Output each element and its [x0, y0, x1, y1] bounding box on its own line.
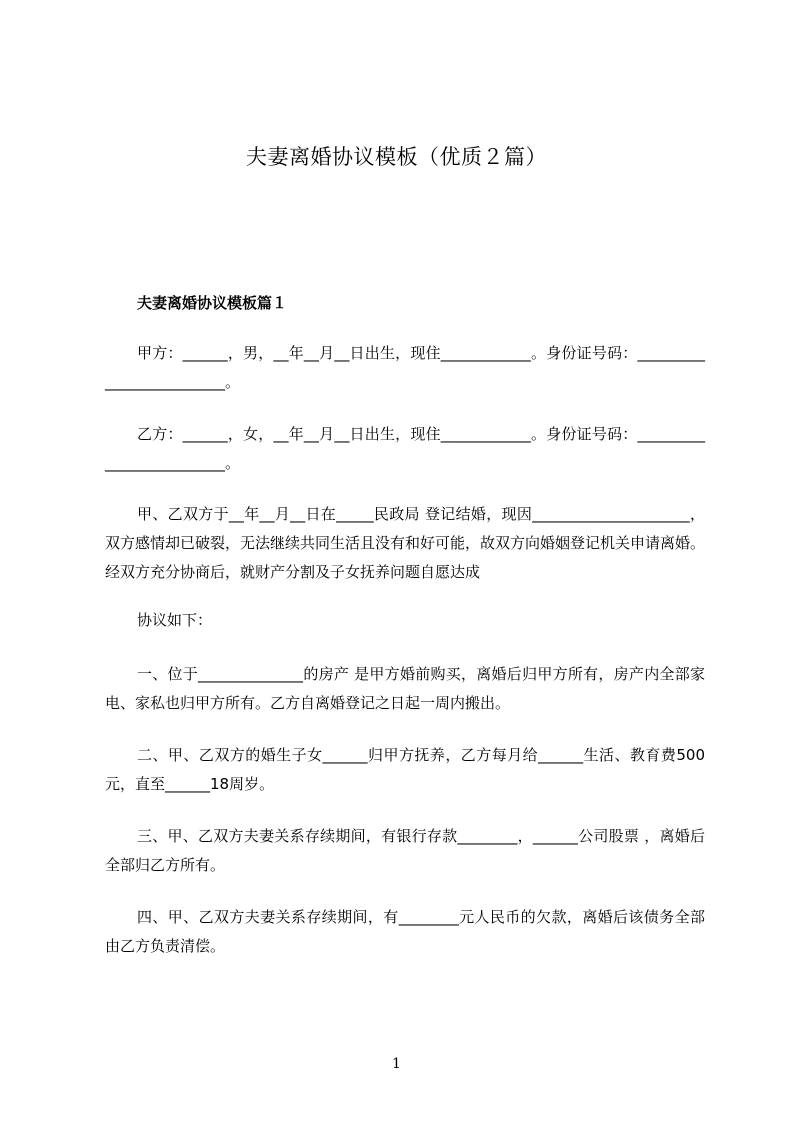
paragraph-clause-1: 一、位于______________的房产 是甲方婚前购买，离婚后归甲方所有，房产内全部家电、家私也归甲方所有。乙方自离婚登记之日起一周内搬出。 — [105, 665, 705, 712]
paragraph-party-a: 甲方：______，男，__年__月__日出生，现住____________。身份证号码：_________________________。 — [105, 344, 705, 391]
section-heading: 夫妻离婚协议模板篇１ — [137, 294, 288, 312]
paragraph-agreement-intro: 协议如下： — [137, 611, 213, 629]
paragraph-clause-2: 二、甲、乙双方的婚生子女______归甲方抚养，乙方每月给______生活、教育费500元，直至______18周岁。 — [105, 746, 705, 793]
paragraph-clause-3: 三、甲、乙双方夫妻关系存续期间，有银行存款________，______公司股票 ，离婚后全部归乙方所有。 — [105, 827, 705, 874]
paragraph-background: 甲、乙双方于__年__月__日在_____民政局 登记结婚，现因_____________________，双方感情却已破裂，无法继续共同生活且没有和好可能，故双方向婚姻登记机关申请离婚。经双方充分协商后，就财产分割及子女抚养问题自愿达成 — [105, 505, 706, 581]
page-number: 1 — [392, 1056, 401, 1072]
paragraph-clause-4: 四、甲、乙双方夫妻关系存续期间，有________元人民币的欠款，离婚后该债务全部由乙方负责清偿。 — [105, 908, 705, 955]
paragraph-party-b: 乙方：______，女，__年__月__日出生，现住____________。身份证号码：_________________________。 — [105, 425, 705, 472]
document-title: 夫妻离婚协议模板（优质２篇） — [246, 145, 547, 169]
